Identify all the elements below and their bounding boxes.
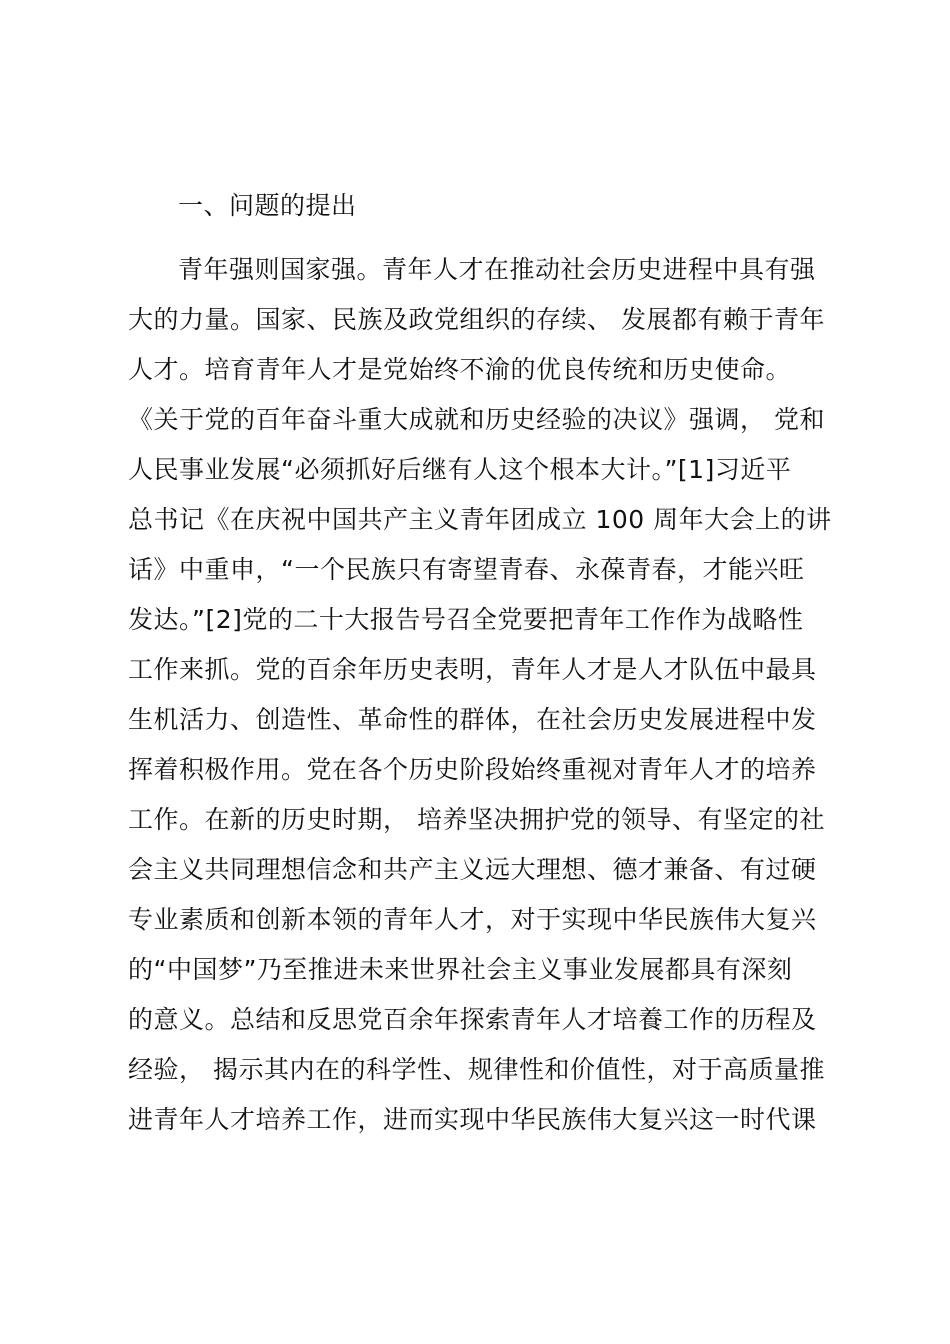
paragraph-line: 《关于党的百年奋斗重大成就和历史经验的决议》强调， 党和 [128, 405, 825, 434]
paragraph-line: 生机活力、创造性、革命性的群体，在社会历史发展进程中发 [128, 705, 817, 734]
paragraph-line: 工作来抓。党的百余年历史表明，青年人才是人才队伍中最具 [128, 655, 817, 684]
paragraph-line: 的意义。总结和反思党百余年探索青年人才培養工作的历程及 [128, 1005, 817, 1034]
paragraph-line: 青年强则国家强。青年人才在推动社会历史进程中具有强 [178, 255, 816, 284]
paragraph-line: 人才。培育青年人才是党始终不渝的优良传统和历史使命。 [128, 355, 792, 384]
paragraph-line: 会主义共同理想信念和共产主义远大理想、德才兼备、有过硬 [128, 855, 817, 884]
section-heading: 一、问题的提出 [178, 191, 357, 220]
paragraph-line: 总书记《在庆祝中国共产主义青年团成立 100 周年大会上的讲 [128, 505, 832, 534]
paragraph-line: 工作。在新的历史时期， 培养坚决拥护党的领导、有坚定的社 [128, 805, 825, 834]
paragraph-line: 人民事业发展“必须抓好后继有人这个根本大计。”[1]习近平 [128, 455, 792, 484]
paragraph-line: 的“中国梦”乃至推进未来世界社会主义事业发展都具有深刻 [128, 955, 793, 984]
paragraph-line: 挥着积极作用。党在各个历史阶段始终重视对青年人才的培养 [128, 755, 817, 784]
paragraph-line: 大的力量。国家、民族及政党组织的存续、 发展都有赖于青年 [128, 305, 825, 334]
paragraph-line: 经验， 揭示其内在的科学性、规律性和价值性，对于高质量推 [128, 1055, 825, 1084]
paragraph-line: 话》中重申，“一个民族只有寄望青春、永葆青春，才能兴旺 [128, 555, 805, 584]
paragraph-line: 发达。”[2]党的二十大报告号召全党要把青年工作作为战略性 [128, 605, 804, 634]
paragraph-line: 专业素质和创新本领的青年人才，对于实现中华民族伟大复兴 [128, 905, 817, 934]
paragraph-line: 进青年人才培养工作，进而实现中华民族伟大复兴这一时代课 [128, 1105, 817, 1134]
